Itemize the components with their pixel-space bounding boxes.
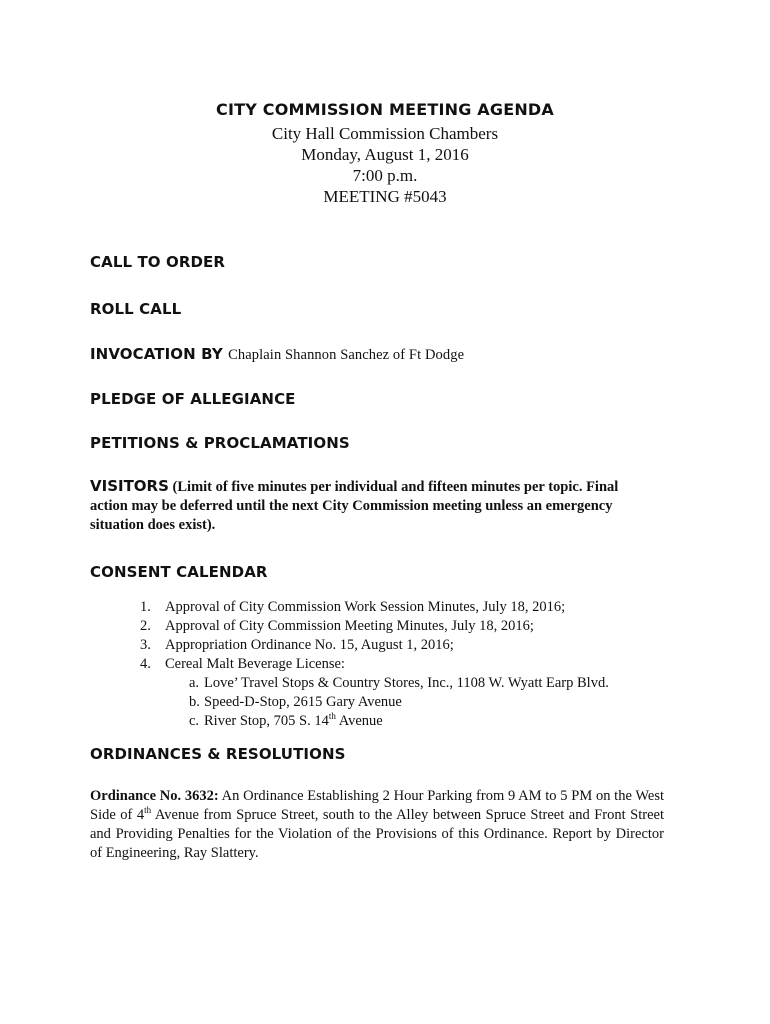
- invocation-text: Chaplain Shannon Sanchez of Ft Dodge: [228, 347, 465, 363]
- agenda-header: [0, 100, 770, 207]
- consent-calendar-list: [140, 598, 609, 731]
- petitions-heading: PETITIONS & PROCLAMATIONS: [90, 434, 350, 452]
- meeting-date: Monday, August 1, 2016: [301, 145, 469, 164]
- invocation-section: [90, 345, 464, 364]
- license-list: [165, 674, 609, 731]
- list-item: 3. Appropriation Ordinance No. 15, August 1, 2016;: [140, 637, 454, 653]
- meeting-time: 7:00 p.m.: [352, 166, 418, 185]
- meeting-location: City Hall Commission Chambers: [271, 124, 499, 143]
- call-to-order-heading: CALL TO ORDER: [90, 253, 226, 271]
- list-item: c. River Stop, 705 S. 14th Avenue: [189, 711, 383, 729]
- ordinance-label: Ordinance No. 3632:: [90, 788, 219, 804]
- list-item: b. Speed-D-Stop, 2615 Gary Avenue: [189, 694, 402, 710]
- visitors-text: (Limit of five minutes per individual and fifteen minutes per topic. Final action may be deferred until the next City Commission meeting unless an emergency situation does exist).: [90, 479, 619, 533]
- list-item: a. Love’ Travel Stops & Country Stores, Inc., 1108 W. Wyatt Earp Blvd.: [189, 675, 609, 691]
- list-item: 4. Cereal Malt Beverage License: a. Love’ Travel Stops & Country Stores, Inc., 1108 W. Wyatt Earp Blvd. b. Speed-D-Stop, 2615 Gary Avenue c. River Stop, 705 S. 14th Avenue: [140, 656, 609, 729]
- meeting-number: MEETING #5043: [323, 187, 447, 206]
- consent-calendar-heading: CONSENT CALENDAR: [90, 563, 268, 581]
- page-title: CITY COMMISSION MEETING AGENDA: [216, 100, 554, 119]
- roll-call-heading: ROLL CALL: [90, 300, 182, 318]
- visitors-heading: VISITORS: [90, 477, 169, 495]
- pledge-heading: PLEDGE OF ALLEGIANCE: [90, 390, 296, 408]
- list-item: 1. Approval of City Commission Work Session Minutes, July 18, 2016;: [140, 599, 566, 615]
- list-item: 2. Approval of City Commission Meeting Minutes, July 18, 2016;: [140, 618, 534, 634]
- visitors-section: [90, 477, 650, 535]
- ordinances-heading: ORDINANCES & RESOLUTIONS: [90, 745, 346, 763]
- ordinance-paragraph: Ordinance No. 3632: An Ordinance Establishing 2 Hour Parking from 9 AM to 5 PM on the West Side of 4th Avenue from Spruce Street, south to the Alley between Spruce Street and Front Street and Providing Penalties for the Violation of the Provisions of this Ordinance. Report by Director of Engineering, Ray Slattery.: [90, 788, 665, 861]
- invocation-heading: INVOCATION BY: [90, 345, 223, 363]
